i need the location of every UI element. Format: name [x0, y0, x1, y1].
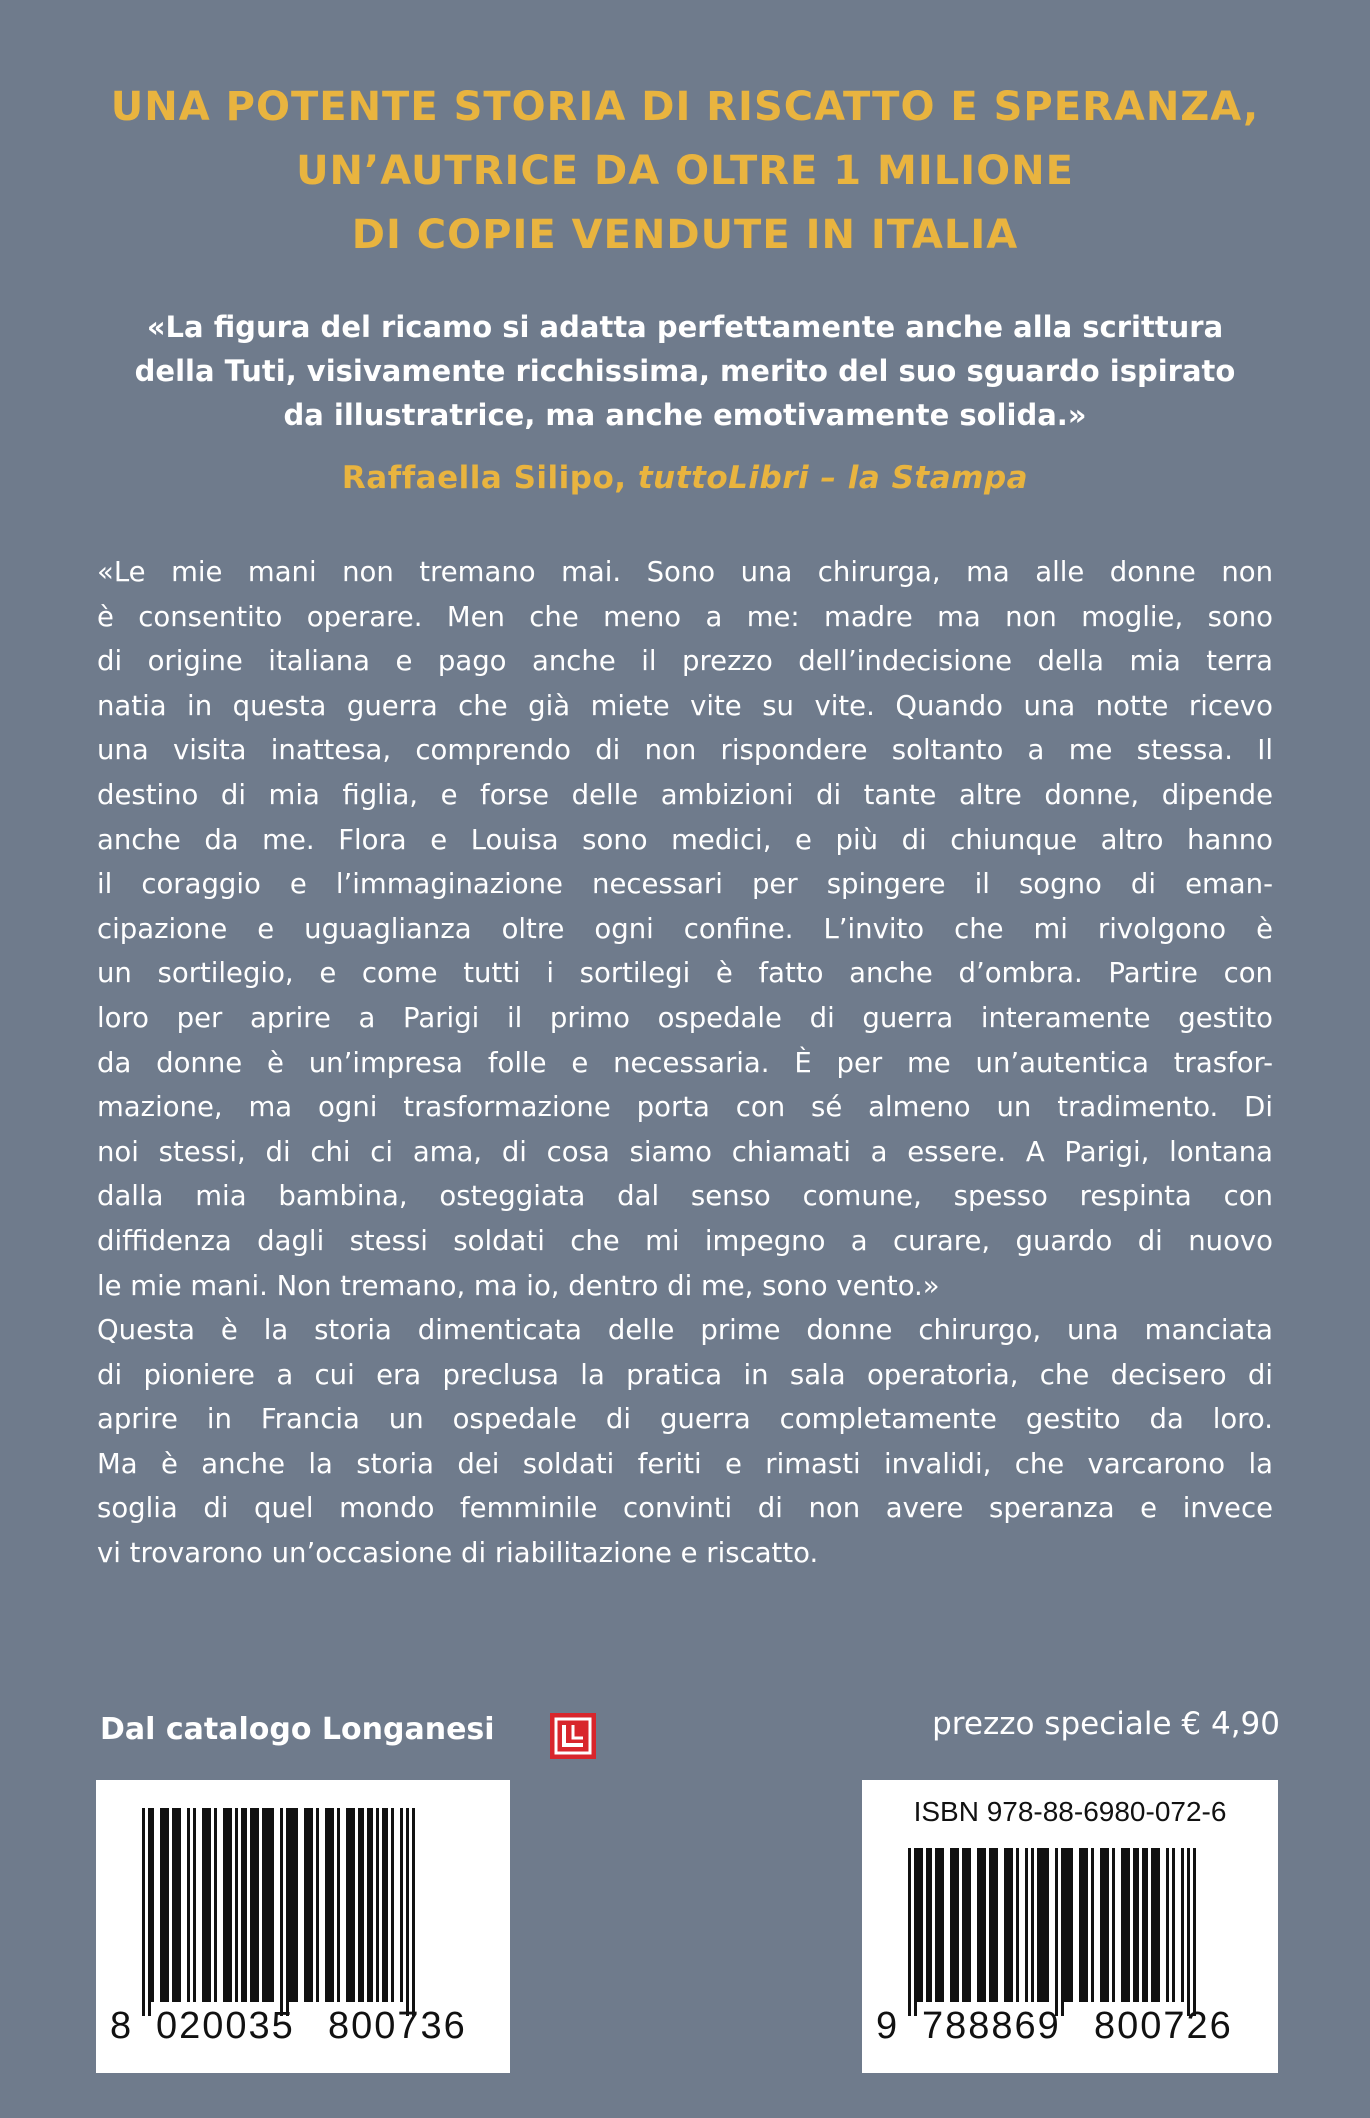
barcode-guard-bar	[148, 1808, 151, 2016]
synopsis-line: un sortilegio, e come tutti i sortilegi è fatto anche d’ombra. Partire con	[97, 957, 1273, 990]
barcode-digits-group1: 020035	[156, 2005, 295, 2047]
barcode-left	[96, 1780, 510, 2073]
barcode-guard-bar	[280, 1808, 283, 2016]
quote-line: «La figura del ricamo si adatta perfettamente anche alla scrittura	[146, 310, 1224, 344]
synopsis-line: di pioniere a cui era preclusa la pratica in sala operatoria, che decisero di	[97, 1358, 1273, 1391]
barcode-bar	[202, 1808, 211, 2002]
synopsis-line: loro per aprire a Parigi il primo ospedale di guerra interamente gestito	[97, 1001, 1273, 1034]
barcode-bar	[250, 1808, 259, 2002]
barcode-bar	[391, 1808, 394, 2002]
headline-line: UNA POTENTE STORIA DI RISCATTO E SPERANZA,	[110, 84, 1260, 130]
barcode-bar	[367, 1808, 373, 2002]
barcode-bar	[289, 1808, 298, 2002]
barcode-guard-bar	[1061, 1848, 1064, 2016]
barcode-bar	[316, 1808, 319, 2002]
barcode-bar	[1172, 1848, 1175, 2002]
barcode-bar	[1151, 1848, 1160, 2002]
quote-attribution	[0, 456, 1370, 500]
review-quote	[0, 305, 1370, 437]
synopsis-text	[97, 550, 1273, 1576]
synopsis-line: è consentito operare. Men che meno a me: madre ma non moglie, sono	[97, 600, 1273, 633]
barcode-guard-bar	[908, 1848, 911, 2016]
barcode-digits-group1: 788869	[922, 2005, 1061, 2047]
synopsis-line: noi stessi, di chi ci ama, di cosa siamo chiamati a essere. A Parigi, lontana	[97, 1135, 1273, 1168]
barcode-bar	[1166, 1848, 1169, 2002]
barcode-bar	[400, 1808, 403, 2002]
synopsis-line: anche da me. Flora e Louisa sono medici, e più di chiunque altro hanno	[97, 823, 1273, 856]
barcode-bar	[962, 1848, 971, 2002]
barcode-bar	[160, 1808, 169, 2002]
longanesi-logo-icon	[549, 1712, 597, 1760]
synopsis-line: dalla mia bambina, osteggiata dal senso comune, spesso respinta con	[97, 1180, 1273, 1213]
barcode-bar	[1142, 1848, 1148, 2002]
synopsis-line: mazione, ma ogni trasformazione porta con sé almeno un tradimento. Di	[97, 1091, 1273, 1124]
synopsis-line: Ma è anche la storia dei soldati feriti e rimasti invalidi, che varcarono la	[97, 1447, 1273, 1480]
barcode-digit-lead: 8	[110, 2005, 134, 2047]
barcode-isbn	[862, 1780, 1278, 2073]
synopsis-line: soglia di quel mondo femminile convinti di non avere speranza e invece	[97, 1492, 1273, 1525]
attribution-source: tuttoLibri – la Stampa	[637, 460, 1029, 496]
barcode-bar	[926, 1848, 932, 2002]
price-label: prezzo speciale € 4,90	[932, 1706, 1280, 1742]
barcode-bar	[935, 1848, 944, 2002]
barcode-bar	[187, 1808, 190, 2002]
barcode-bar	[1100, 1848, 1109, 2002]
barcode-guard-bar	[406, 1808, 409, 2016]
barcode-bar	[1091, 1848, 1094, 2002]
barcode-digits-group2: 800726	[1094, 2005, 1233, 2047]
barcode-bar	[1121, 1848, 1130, 2002]
barcode-guard-bar	[1187, 1848, 1190, 2016]
barcode-guard-bar	[914, 1848, 917, 2016]
quote-line: della Tuti, visivamente ricchissima, merito del suo sguardo ispirato	[134, 354, 1236, 388]
synopsis-line: destino di mia figlia, e forse delle ambizioni di tante altre donne, dipende	[97, 778, 1273, 811]
barcode-bar	[337, 1808, 340, 2002]
barcode-digits-group2: 800736	[328, 2005, 467, 2047]
barcode-bar	[950, 1848, 959, 2002]
headline-line: DI COPIE VENDUTE IN ITALIA	[351, 212, 1019, 258]
barcode-bar	[917, 1848, 923, 2002]
synopsis-line: Questa è la storia dimenticata delle prime donne chirurgo, una manciata	[97, 1314, 1273, 1347]
barcode-bar	[1025, 1848, 1028, 2002]
catalog-label: Dal catalogo Longanesi	[100, 1712, 495, 1747]
synopsis-line: una visita inattesa, comprendo di non rispondere soltanto a me stessa. Il	[97, 734, 1273, 767]
barcode-bar	[1037, 1848, 1049, 2002]
barcode-bar	[304, 1808, 313, 2002]
barcode-bar	[151, 1808, 154, 2002]
barcode-guard-bar	[412, 1808, 415, 2016]
synopsis-line: vi trovarono un’occasione di riabilitazione e riscatto.	[97, 1537, 819, 1570]
barcode-bar	[172, 1808, 181, 2002]
barcode-bar	[346, 1808, 355, 2002]
barcode-bar	[1064, 1848, 1073, 2002]
quote-line: da illustratrice, ma anche emotivamente solida.»	[283, 398, 1087, 432]
barcode-bar	[376, 1808, 379, 2002]
barcode-bar	[1016, 1848, 1019, 2002]
barcode-guard-bar	[286, 1808, 289, 2016]
barcode-bar	[235, 1808, 238, 2002]
barcode-bar	[382, 1808, 388, 2002]
barcode-guard-bar	[1193, 1848, 1196, 2016]
barcode-bar	[223, 1808, 232, 2002]
barcode-bar	[358, 1808, 364, 2002]
synopsis-line: di origine italiana e pago anche il prezzo dell’indecisione della mia terra	[97, 645, 1273, 678]
barcode-bar	[1031, 1848, 1034, 2002]
barcode-bar	[1181, 1848, 1184, 2002]
synopsis-line: le mie mani. Non tremano, ma io, dentro di me, sono vento.»	[97, 1269, 940, 1302]
barcode-bar	[1133, 1848, 1139, 2002]
barcode-digit-lead: 9	[876, 2005, 900, 2047]
headline-line: UN’AUTRICE DA OLTRE 1 MILIONE	[296, 148, 1074, 194]
barcode-guard-bar	[142, 1808, 145, 2016]
barcode-bar	[241, 1808, 247, 2002]
barcode-bar	[1004, 1848, 1013, 2002]
barcode-bar	[989, 1848, 998, 2002]
attribution-author: Raffaella Silipo,	[341, 460, 638, 496]
synopsis-line: il coraggio e l’immaginazione necessari per spingere il sogno di eman-	[97, 868, 1273, 901]
barcode-bar	[1079, 1848, 1088, 2002]
barcode-bar	[214, 1808, 217, 2002]
barcode-bar	[1112, 1848, 1115, 2002]
barcode-guard-bar	[1055, 1848, 1058, 2016]
barcode-bar	[193, 1808, 196, 2002]
synopsis-line: «Le mie mani non tremano mai. Sono una chirurga, ma alle donne non	[97, 556, 1273, 588]
synopsis-line: diffidenza dagli stessi soldati che mi impegno a curare, guardo di nuovo	[97, 1224, 1273, 1257]
headline	[0, 75, 1370, 267]
synopsis-line: cipazione e uguaglianza oltre ogni confine. L’invito che mi rivolgono è	[97, 912, 1273, 945]
barcode-bar	[977, 1848, 986, 2002]
barcode-bar	[262, 1808, 274, 2002]
barcode-bar	[325, 1808, 334, 2002]
isbn-label: ISBN 978-88-6980-072-6	[913, 1796, 1227, 1827]
synopsis-line: natia in questa guerra che già miete vite su vite. Quando una notte ricevo	[97, 689, 1273, 722]
synopsis-line: da donne è un’impresa folle e necessaria. È per me un’autentica trasfor-	[97, 1046, 1273, 1079]
synopsis-line: aprire in Francia un ospedale di guerra completamente gestito da loro.	[97, 1403, 1273, 1436]
